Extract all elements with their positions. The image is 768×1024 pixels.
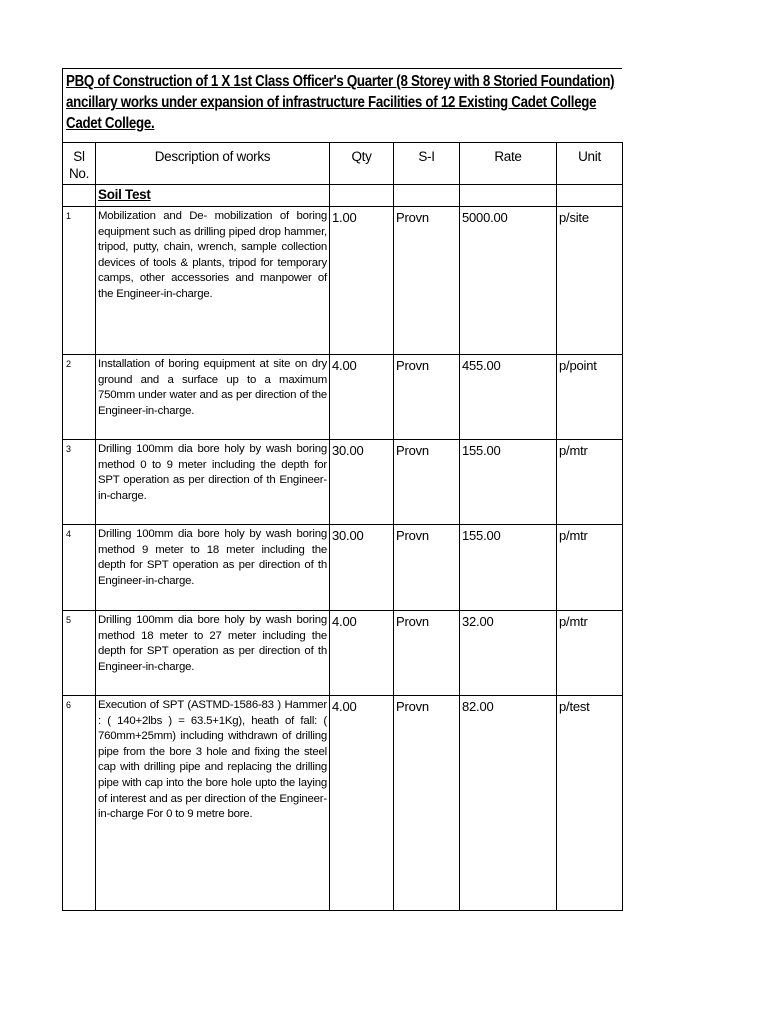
- item-si: Provn: [394, 611, 460, 696]
- item-rate: 155.00: [460, 440, 557, 525]
- header-rate: Rate: [460, 143, 557, 185]
- item-si: Provn: [394, 355, 460, 440]
- title-line-3: Cadet College.: [66, 115, 155, 132]
- item-si: Provn: [394, 440, 460, 525]
- item-description: Installation of boring equipment at site on dry ground and a surface up to a maximum 750mm under water and as per direction of the Engineer-in-charge.: [96, 355, 330, 440]
- item-unit: p/test: [557, 696, 623, 911]
- table-row: [63, 355, 623, 440]
- item-rate: 155.00: [460, 525, 557, 611]
- item-sl: 5: [63, 611, 96, 696]
- item-qty: 30.00: [330, 440, 394, 525]
- table-row: [63, 525, 623, 611]
- header-row: [63, 143, 623, 185]
- item-sl: 2: [63, 355, 96, 440]
- header-si: S-I: [394, 143, 460, 185]
- header-sl: [63, 143, 96, 185]
- empty-cell: [330, 185, 394, 207]
- item-qty: 4.00: [330, 696, 394, 911]
- item-rate: 5000.00: [460, 207, 557, 355]
- empty-cell: [557, 185, 623, 207]
- document-title: [62, 68, 622, 142]
- empty-cell: [460, 185, 557, 207]
- header-qty: Qty: [330, 143, 394, 185]
- item-qty: 4.00: [330, 355, 394, 440]
- header-description: Description of works: [96, 143, 330, 185]
- item-unit: p/mtr: [557, 525, 623, 611]
- item-sl: 3: [63, 440, 96, 525]
- item-description: Drilling 100mm dia bore holy by wash boring method 9 meter to 18 meter including the depth for SPT operation as per direction of th Engineer-in-charge.: [96, 525, 330, 611]
- item-rate: 82.00: [460, 696, 557, 911]
- item-unit: p/mtr: [557, 440, 623, 525]
- item-qty: 4.00: [330, 611, 394, 696]
- item-sl: 1: [63, 207, 96, 355]
- boq-table: [62, 142, 623, 911]
- title-line-1: PBQ of Construction of 1 X 1st Class Officer's Quarter (8 Storey with 8 Storied Foundation): [66, 73, 615, 90]
- item-description: Drilling 100mm dia bore holy by wash boring method 0 to 9 meter including the depth for SPT operation as per direction of th Engineer-in-charge.: [96, 440, 330, 525]
- item-si: Provn: [394, 207, 460, 355]
- item-description: Execution of SPT (ASTMD-1586-83 ) Hammer : ( 140+2lbs ) = 63.5+1Kg), heath of fall: ( 760mm+25mm) including withdrawn of drilling pipe from the bore 3 hole and fixing the steel cap with drilling pipe and replacing the drilling pipe with cap into the bore hole upto the laying of interest and as per direction of the Engineer-in-charge For 0 to 9 metre bore.: [96, 696, 330, 911]
- boq-sheet: [62, 68, 622, 911]
- table-row: [63, 207, 623, 355]
- section-row: [63, 185, 623, 207]
- empty-cell: [394, 185, 460, 207]
- item-rate: 32.00: [460, 611, 557, 696]
- item-unit: p/point: [557, 355, 623, 440]
- item-sl: 4: [63, 525, 96, 611]
- table-row: [63, 611, 623, 696]
- item-qty: 30.00: [330, 525, 394, 611]
- item-description: Drilling 100mm dia bore holy by wash boring method 18 meter to 27 meter including the depth for SPT operation as per direction of th Engineer-in-charge.: [96, 611, 330, 696]
- item-si: Provn: [394, 696, 460, 911]
- title-line-2: ancillary works under expansion of infrastructure Facilities of 12 Existing Cadet College: [66, 94, 597, 111]
- header-unit: Unit: [557, 143, 623, 185]
- item-unit: p/site: [557, 207, 623, 355]
- item-qty: 1.00: [330, 207, 394, 355]
- header-sl-line2: No.: [68, 166, 90, 181]
- item-sl: 6: [63, 696, 96, 911]
- table-row: [63, 696, 623, 911]
- item-description: Mobilization and De- mobilization of boring equipment such as drilling piped drop hammer, tripod, putty, chain, wrench, sample collection devices of tools & plants, tripod for temporary camps, other accessories and manpower of the Engineer-in-charge.: [96, 207, 330, 355]
- section-label: Soil Test: [96, 185, 330, 207]
- table-row: [63, 440, 623, 525]
- section-sl-cell: [63, 185, 96, 207]
- header-sl-line1: Sl: [73, 149, 85, 164]
- item-si: Provn: [394, 525, 460, 611]
- item-rate: 455.00: [460, 355, 557, 440]
- item-unit: p/mtr: [557, 611, 623, 696]
